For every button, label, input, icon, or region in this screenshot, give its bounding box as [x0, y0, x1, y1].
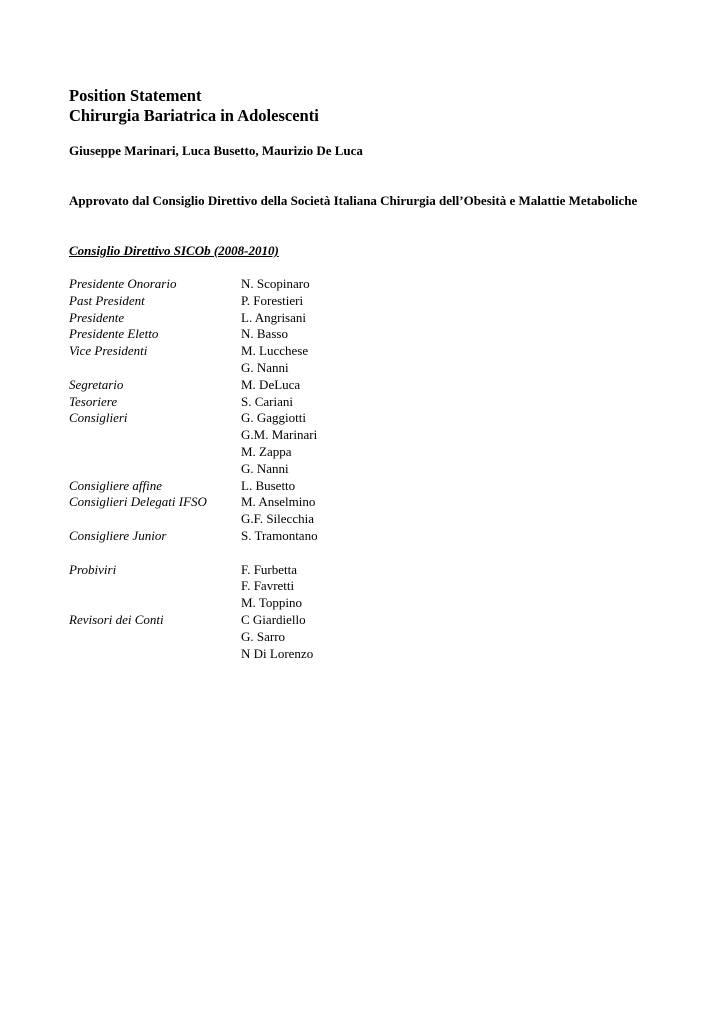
roster-name: M. Toppino	[241, 595, 302, 611]
roster-row	[69, 444, 469, 461]
roster-role: Tesoriere	[69, 393, 118, 409]
title-line-2: Chirurgia Bariatrica in Adolescenti	[69, 106, 319, 125]
roster-row	[69, 494, 469, 511]
roster-role: Revisori dei Conti	[69, 611, 164, 627]
roster-name: G.F. Silecchia	[241, 511, 314, 527]
roster-row	[69, 377, 469, 394]
roster-row	[69, 511, 469, 528]
roster-row	[69, 562, 469, 579]
roster-row	[69, 360, 469, 377]
roster-row	[69, 595, 469, 612]
roster-name: G. Gaggiotti	[241, 410, 306, 426]
roster-name: L. Busetto	[241, 477, 296, 493]
roster-row	[69, 326, 469, 343]
roster-role	[69, 511, 241, 528]
roster-name: N. Basso	[241, 326, 288, 342]
roster-name: G.M. Marinari	[241, 427, 318, 443]
roster-role	[69, 646, 241, 663]
council-heading: Consiglio Direttivo SICOb (2008-2010)	[69, 243, 279, 258]
roster-name: N. Scopinaro	[241, 276, 310, 291]
roster-role: Vice Presidenti	[69, 343, 148, 359]
roster-row	[69, 528, 469, 545]
roster-row	[69, 461, 469, 478]
roster-name: C Giardiello	[241, 611, 306, 627]
roster-role: Probiviri	[69, 561, 117, 577]
authors-line: Giuseppe Marinari, Luca Busetto, Maurizio De Luca	[69, 143, 363, 158]
roster-name: M. Zappa	[241, 443, 292, 459]
roster-name: L. Angrisani	[241, 309, 306, 325]
roster-role: Consigliere affine	[69, 477, 163, 493]
roster-row	[69, 478, 469, 495]
roster-role	[69, 629, 241, 646]
roster-role	[69, 427, 241, 444]
roster-row	[69, 343, 469, 360]
document-title	[69, 86, 319, 126]
roster-role	[69, 595, 241, 612]
roster-role: Presidente Onorario	[69, 276, 177, 291]
roster-role	[69, 444, 241, 461]
approval-statement: Approvato dal Consiglio Direttivo della Società Italiana Chirurgia dell’Obesità e Malattie Metaboliche	[69, 193, 638, 208]
roster-role: Segretario	[69, 376, 124, 392]
roster-name: S. Tramontano	[241, 527, 318, 543]
roster-name: M. Lucchese	[241, 343, 309, 359]
roster-row	[69, 629, 469, 646]
roster-role	[69, 578, 241, 595]
roster-name: M. DeLuca	[241, 376, 301, 392]
roster-name: G. Nanni	[241, 460, 289, 476]
roster-name: G. Sarro	[241, 628, 286, 644]
roster-role: Consigliere Junior	[69, 527, 167, 543]
roster-row	[69, 310, 469, 327]
roster-role: Consiglieri	[69, 410, 128, 426]
roster-row	[69, 293, 469, 310]
roster-row	[69, 427, 469, 444]
council-roster	[69, 276, 469, 662]
roster-name: S. Cariani	[241, 393, 293, 409]
roster-row	[69, 394, 469, 411]
roster-name: M. Anselmino	[241, 494, 316, 510]
roster-row	[69, 646, 469, 663]
roster-name: G. Nanni	[241, 359, 289, 375]
title-line-1: Position Statement	[69, 86, 202, 105]
roster-row	[69, 276, 469, 293]
roster-name: P. Forestieri	[241, 292, 304, 308]
roster-name: F. Favretti	[241, 578, 295, 594]
roster-role: Presidente Eletto	[69, 326, 159, 342]
roster-role: Past President	[69, 292, 145, 308]
roster-name: F. Furbetta	[241, 561, 298, 577]
roster-role: Presidente	[69, 309, 125, 325]
roster-row	[69, 578, 469, 595]
roster-role	[69, 461, 241, 478]
roster-role: Consiglieri Delegati IFSO	[69, 494, 207, 510]
roster-row	[69, 410, 469, 427]
roster-name: N Di Lorenzo	[241, 645, 314, 661]
roster-role	[69, 360, 241, 377]
roster-row	[69, 612, 469, 629]
